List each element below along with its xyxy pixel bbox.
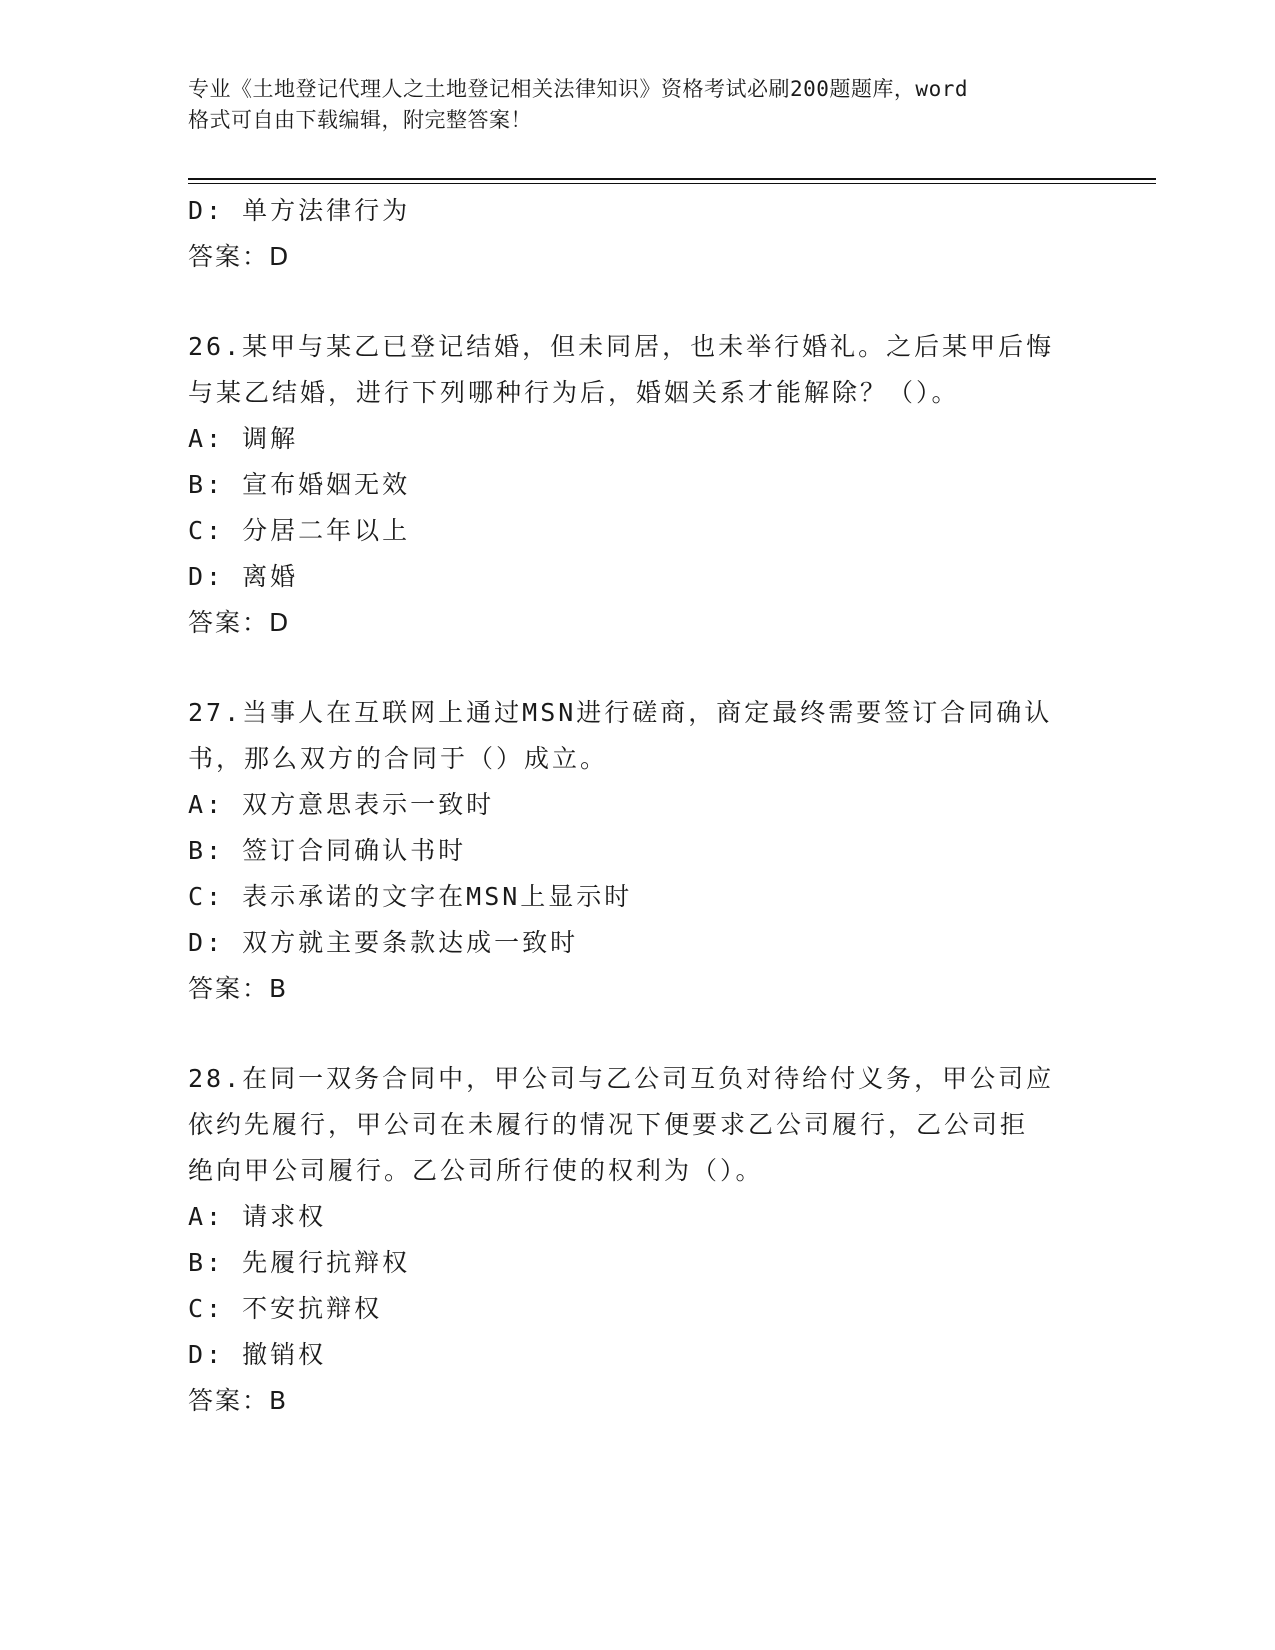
question-stem-line: 27.当事人在互联网上通过MSN进行磋商，商定最终需要签订合同确认: [188, 698, 1053, 727]
question-stem-line: 与某乙结婚，进行下列哪种行为后，婚姻关系才能解除？（）。: [188, 378, 960, 407]
option-b: B: 先履行抗辩权: [188, 1248, 411, 1277]
header-line-2: 格式可自由下载编辑，附完整答案！: [188, 108, 532, 132]
option-c: C: 不安抗辩权: [188, 1294, 383, 1323]
option-d: D: 离婚: [188, 562, 299, 591]
option-a: A: 请求权: [188, 1202, 327, 1231]
answer-line: 答案：B: [188, 974, 289, 1003]
question-25-tail: [188, 188, 1088, 280]
question-stem-line: 依约先履行，甲公司在未履行的情况下便要求乙公司履行，乙公司拒: [188, 1110, 1029, 1139]
option-d: D: 双方就主要条款达成一致时: [188, 928, 579, 957]
option-c: C: 分居二年以上: [188, 516, 411, 545]
option-d: D: 撤销权: [188, 1340, 327, 1369]
question-stem-line: 26.某甲与某乙已登记结婚，但未同居，也未举行婚礼。之后某甲后悔: [188, 332, 1055, 361]
question-28: [188, 1056, 1088, 1424]
question-stem-line: 28.在同一双务合同中，甲公司与乙公司互负对待给付义务，甲公司应: [188, 1064, 1055, 1093]
header-divider-thick: [188, 178, 1156, 180]
option-a: A: 双方意思表示一致时: [188, 790, 495, 819]
option-b: B: 宣布婚姻无效: [188, 470, 411, 499]
option-c: C: 表示承诺的文字在MSN上显示时: [188, 882, 633, 911]
answer-line: 答案：D: [188, 242, 291, 271]
document-body: [188, 188, 1088, 1424]
question-stem-line: 书，那么双方的合同于（）成立。: [188, 744, 609, 773]
answer-line: 答案：D: [188, 608, 291, 637]
option-d: D: 单方法律行为: [188, 196, 411, 225]
document-header: [188, 74, 1088, 136]
option-a: A: 调解: [188, 424, 299, 453]
header-line-1: 专业《土地登记代理人之土地登记相关法律知识》资格考试必刷200题题库，word: [188, 77, 968, 101]
header-divider-thin: [188, 183, 1156, 184]
answer-line: 答案：B: [188, 1386, 289, 1415]
option-b: B: 签订合同确认书时: [188, 836, 467, 865]
question-stem-line: 绝向甲公司履行。乙公司所行使的权利为（）。: [188, 1156, 764, 1185]
question-27: [188, 690, 1088, 1012]
question-26: [188, 324, 1088, 646]
